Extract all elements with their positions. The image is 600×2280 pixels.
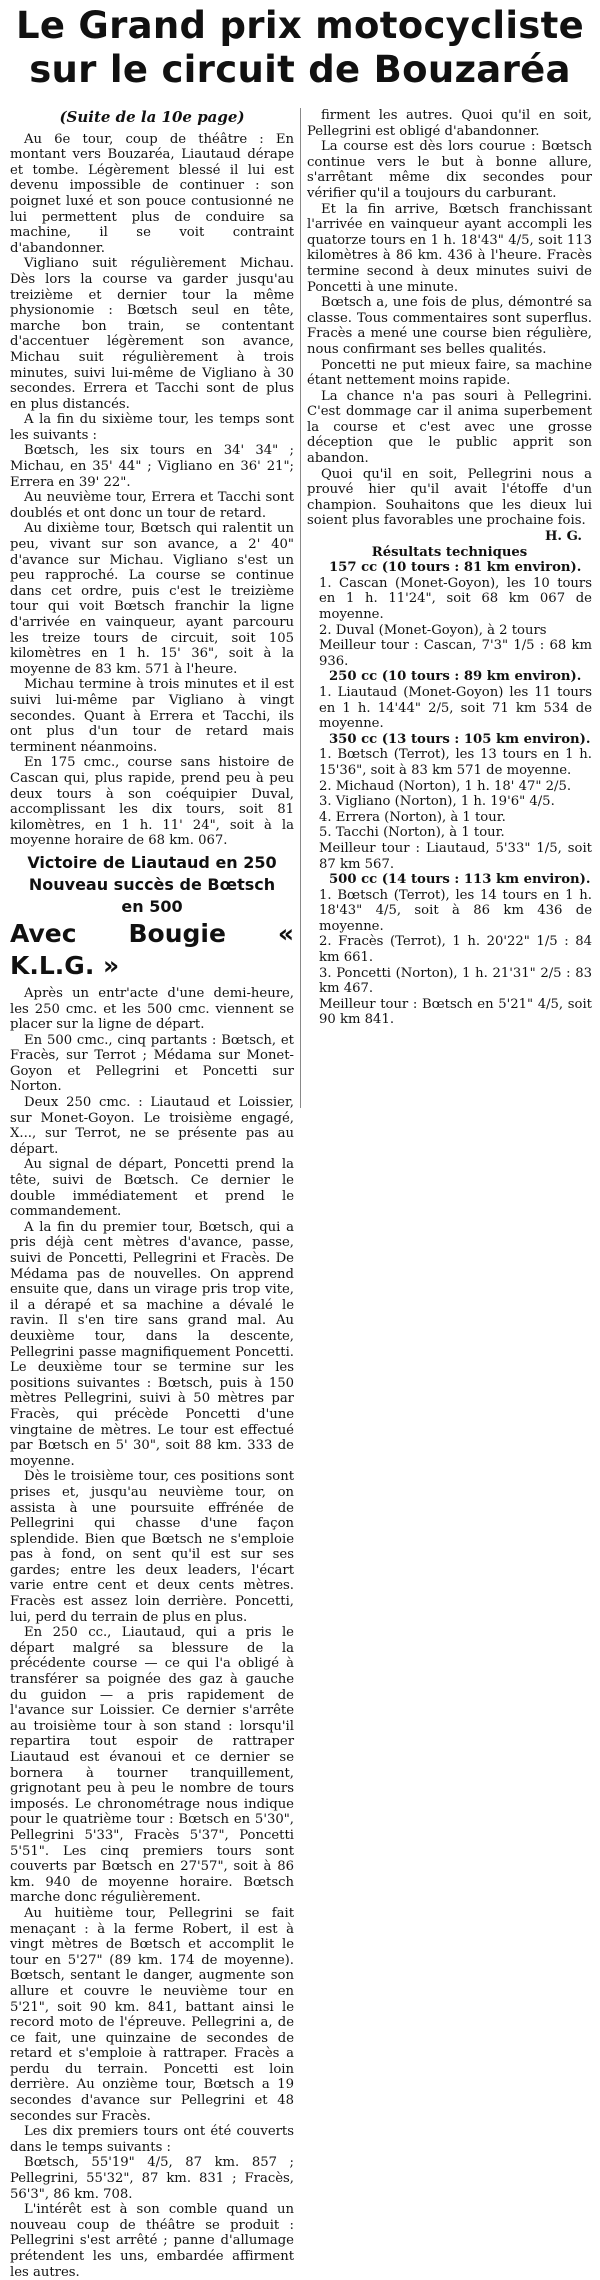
article-paragraph: En 175 cmc., course sans histoire de Cascan qui, plus rapide, prend peu à peu deux tours à son coéquipier Duval, accomplissant les dix tours, soit 81 kilomètres, en 1 h. 11' 24", soit à la moyenne horaire de 68 km. 067.: [10, 755, 294, 849]
article-paragraph: Au signal de départ, Poncetti prend la tête, suivi de Bœtsch. Ce dernier le double immédiatement et prend le commandement.: [10, 1157, 294, 1220]
article-paragraph: Et la fin arrive, Bœtsch franchissant l'arrivée en vainqueur ayant accompli les quatorze tours en 1 h. 18'43" 4/5, soit 113 kilomètres à 86 km. 436 à l'heure. Fracès termine second à deux minutes suivi de Poncetti à une minute.: [307, 201, 592, 295]
results-row: 2. Duval (Monet-Goyon), à 2 tours: [319, 622, 547, 638]
subheading-250: Victoire de Liautaud en 250: [27, 852, 277, 872]
kicker-headline: Avec Bougie « K.L.G. »: [10, 918, 294, 980]
article-paragraph: En 250 cc., Liautaud, qui a pris le départ malgré sa blessure de la précédente course — ce qui l'a obligé à transférer sa poignée des gaz à gauche du guidon — a pris rapidement de l'avance sur Loissier. Ce dernier s'arrête au troisième tour à son stand : lorsqu'il repartira tout espoir de rattraper Liautaud est évanoui et ce dernier se bornera à tourner tranquillement, grignotant peu à peu le nombre de tours imposés. Le chronométrage nous indique pour le quatrième tour : Bœtsch en 5'30", Pellegrini 5'33", Fracès 5'37", Poncetti 5'51". Les cinq premiers tours sont couverts par Bœtsch en 27'57", soit à 86 km. 940 de moyenne horaire. Bœtsch marche donc régulièrement.: [10, 1625, 294, 1906]
article-paragraph: Au neuvième tour, Errera et Tacchi sont doublés et ont donc un tour de retard.: [10, 490, 294, 521]
article-paragraph: La course est dès lors courue : Bœtsch continue vers le but à bonne allure, s'arrêtant même dix secondes pour vérifier qu'il a toujours du carburant.: [307, 139, 592, 201]
results-category: 350 cc (13 tours : 105 km environ).: [329, 731, 591, 747]
results-row: 4. Errera (Norton), à 1 tour.: [319, 809, 506, 825]
results-row: 1. Liautaud (Monet-Goyon) les 11 tours en 1 h. 14'44" 2/5, soit 71 km 534 de moyenne.: [319, 684, 592, 732]
author-signature: H. G.: [544, 529, 582, 545]
article-paragraph: La chance n'a pas souri à Pellegrini. C'est dommage car il anima superbement la course et c'est avec une grosse déception que le public apprit son abandon.: [307, 388, 592, 467]
headline-line-1: Le Grand prix motocycliste: [15, 4, 585, 47]
article-paragraph: firment les autres. Quoi qu'il en soit, Pellegrini est obligé d'abandonner.: [307, 108, 592, 139]
results-row: 1. Bœtsch (Terrot), les 13 tours en 1 h. 15'36", soit à 83 km 571 de moyenne.: [319, 747, 592, 778]
results-row: 3. Vigliano (Norton), 1 h. 19'6" 4/5.: [319, 794, 555, 810]
article-columns: [0, 108, 600, 2280]
article-paragraph: Au dixième tour, Bœtsch qui ralentit un peu, vivant sur son avance, a 2' 40" d'avance sur Michau. Vigliano s'est un peu rapproché. La course se continue dans cet ordre, puis c'est le treizième tour qui voit Bœtsch franchir la ligne d'arrivée en vainqueur, ayant parcouru les treize tours de circuit, soit 105 kilomètres en 1 h. 15' 36", soit à la moyenne de 83 km. 571 à l'heure.: [10, 521, 294, 677]
article-paragraph: Après un entr'acte d'une demi-heure, les 250 cmc. et les 500 cmc. viennent se placer sur la ligne de départ.: [10, 985, 294, 1033]
subheading-500-line-1: Nouveau succès de Bœtsch: [28, 874, 276, 894]
article-paragraph: Bœtsch a, une fois de plus, démontré sa classe. Tous commentaires sont superflus. Fracès a mené une course bien régulière, nous confirmant ses belles qualités.: [307, 295, 592, 357]
article-paragraph: Les dix premiers tours ont été couverts dans le temps suivants :: [10, 2124, 294, 2155]
results-list: [307, 560, 592, 1028]
article-paragraph: Poncetti ne put mieux faire, sa machine étant nettement moins rapide.: [307, 357, 592, 389]
left-paragraphs-2: [10, 986, 294, 2280]
article-paragraph: Deux 250 cmc. : Liautaud et Loissier, sur Monet-Goyon. Le troisième engagé, X..., sur Terrot, ne se présente pas au départ.: [10, 1095, 294, 1157]
results-row: Meilleur tour : Cascan, 7'3" 1/5 : 68 km 936.: [319, 638, 592, 669]
continuation-note: (Suite de la 10e page): [59, 108, 245, 126]
results-category: 250 cc (10 tours : 89 km environ).: [329, 669, 582, 685]
headline-line-2: sur le circuit de Bouzaréa: [29, 48, 571, 91]
article-paragraph: A la fin du premier tour, Bœtsch, qui a pris déjà cent mètres d'avance, passe, suivi de Poncetti, Pellegrini et Fracès. De Médama pas de nouvelles. On apprend ensuite que, dans un virage pris trop vite, il a dérapé et sa machine a dévalé le ravin. Il s'en tire sans grand mal. Au deuxième tour, dans la descente, Pellegrini passe magnifiquement Poncetti. Le deuxième tour se termine sur les positions suivantes : Bœtsch, puis à 150 mètres Pellegrini, suivi à 50 mètres par Fracès, qui précède Poncetti d'une vingtaine de mètres. Le tour est effectué par Bœtsch en 5' 30", soit 88 km. 333 de moyenne.: [10, 1219, 294, 1469]
results-row: 2. Fracès (Terrot), 1 h. 20'22" 1/5 : 84 km 661.: [319, 934, 592, 966]
results-category: 157 cc (10 tours : 81 km environ).: [329, 560, 582, 576]
article-paragraph: Quoi qu'il en soit, Pellegrini nous a prouvé hier qu'il avait l'étoffe d'un champion. Souhaitons que les dieux lui soient plus favorables une prochaine fois.: [307, 466, 592, 529]
results-row: 5. Tacchi (Norton), à 1 tour.: [319, 825, 505, 841]
results-row: 2. Michaud (Norton), 1 h. 18' 47" 2/5.: [319, 778, 572, 794]
results-row: Meilleur tour : Liautaud, 5'33" 1/5, soit 87 km 567.: [319, 840, 592, 872]
results-category: 500 cc (14 tours : 113 km environ).: [329, 872, 591, 888]
article-paragraph: En 500 cmc., cinq partants : Bœtsch, et Fracès, sur Terrot ; Médama sur Monet-Goyon et Pellegrini et Poncetti sur Norton.: [10, 1032, 294, 1095]
results-row: 3. Poncetti (Norton), 1 h. 21'31" 2/5 : 83 km 467.: [319, 965, 592, 997]
right-paragraphs: [307, 108, 592, 529]
results-row: 1. Cascan (Monet-Goyon), les 10 tours en 1 h. 11'24", soit 68 km 067 de moyenne.: [319, 575, 592, 622]
article-paragraph: Bœtsch, 55'19" 4/5, 87 km. 857 ; Pellegrini, 55'32", 87 km. 831 ; Fracès, 56'3", 86 km. 708.: [10, 2155, 294, 2202]
article-paragraph: Au huitième tour, Pellegrini se fait menaçant : à la ferme Robert, il est à vingt mètres de Bœtsch et accomplit le tour en 5'27" (89 km. 174 de moyenne). Bœtsch, sentant le danger, augmente son allure et couvre le neuvième tour en 5'21", soit 90 km. 841, battant ainsi le record moto de l'épreuve. Pellegrini a, de ce fait, une quinzaine de secondes de retard et s'emploie à rattraper. Fracès a perdu du terrain. Poncetti est loin derrière. Au onzième tour, Bœtsch a 19 secondes d'avance sur Pellegrini et 48 secondes sur Fracès.: [10, 1905, 294, 2124]
article-paragraph: A la fin du sixième tour, les temps sont les suivants :: [10, 412, 294, 443]
article-paragraph: Bœtsch, les six tours en 34' 34" ; Michau, en 35' 44" ; Vigliano en 36' 21"; Errera en 39' 22".: [10, 443, 294, 490]
article-paragraph: Au 6e tour, coup de théâtre : En montant vers Bouzaréa, Liautaud dérape et tombe. Légèrement blessé il lui est devenu impossible de continuer : son poignet luxé et son pouce contusionné ne lui permettent plus de conduire sa machine, il se voit contraint d'abandonner.: [10, 131, 294, 256]
article-paragraph: Vigliano suit régulièrement Michau. Dès lors la course va garder jusqu'au treizième et dernier tour la même physionomie : Bœtsch seul en tête, marche bon train, se contentant d'accentuer légèrement son avance, Michau suit régulièrement à trois minutes, suivi lui-même de Vigliano à 30 secondes. Errera et Tacchi sont de plus en plus distancés.: [10, 256, 294, 412]
left-column: [0, 108, 300, 2280]
article-paragraph: Michau termine à trois minutes et il est suivi lui-même par Vigliano à vingt secondes. Quant à Errera et Tacchi, ils ont plus d'un tour de retard mais terminent néanmoins.: [10, 677, 294, 755]
results-row: Meilleur tour : Bœtsch en 5'21" 4/5, soit 90 km 841.: [319, 996, 592, 1028]
headline: [0, 0, 600, 104]
article-paragraph: Dès le troisième tour, ces positions sont prises et, jusqu'au neuvième tour, on assista à une poursuite effrénée de Pellegrini qui chasse d'une façon splendide. Bien que Bœtsch ne s'emploie pas à fond, on sent qu'il est sur ses gardes; entre les deux leaders, l'écart varie entre cent et deux cents mètres. Fracès est assez loin derrière. Poncetti, lui, perd du terrain de plus en plus.: [10, 1469, 294, 1625]
article-paragraph: L'intérêt est à son comble quand un nouveau coup de théâtre se produit : Pellegrini s'est arrêté ; panne d'allumage prétendent les uns, embardée affirment les autres.: [10, 2202, 294, 2280]
results-title: Résultats techniques: [371, 544, 528, 560]
results-row: 1. Bœtsch (Terrot), les 14 tours en 1 h. 18'43" 4/5, soit à 86 km 436 de moyenne.: [319, 887, 592, 934]
subheading-500-line-2: en 500: [121, 896, 183, 916]
left-paragraphs-1: [10, 132, 294, 849]
right-column: [300, 108, 600, 1108]
